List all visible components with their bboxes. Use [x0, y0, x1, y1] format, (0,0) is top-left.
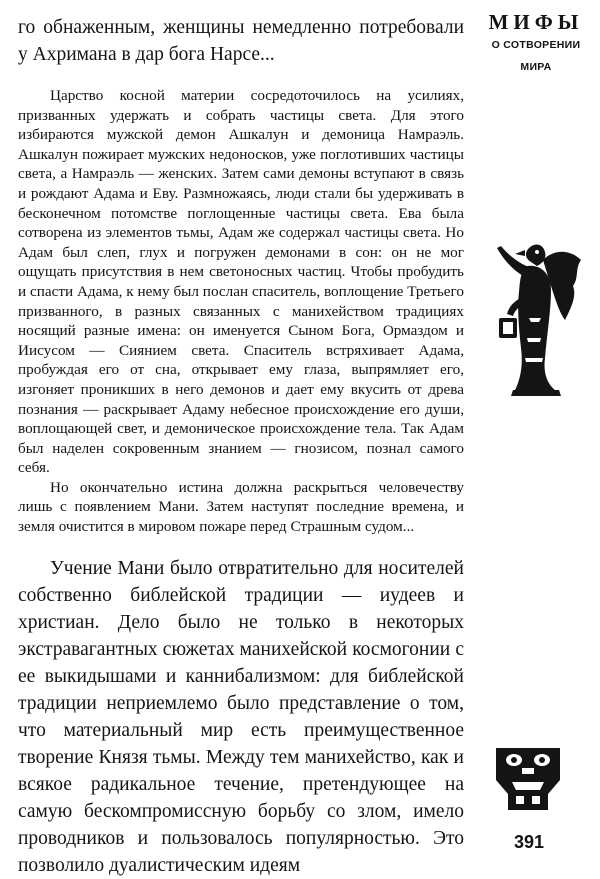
quote-block [18, 86, 464, 537]
page-number: 391 [514, 832, 545, 852]
main-column [18, 14, 464, 879]
winged-deity-icon [485, 238, 590, 403]
body-text [18, 555, 464, 879]
quote-paragraph-1: Царство косной материи сосредоточилось на усилиях, призванных удержать и собрать частицы света. Для этого избираются мужской демон Ашкалун и демоница Намраэль. Ашкалун пожирает мужских недоносков, уже поглотивших частицы света, а Намраэль — женских. Затем сами демоны вступают в связь и рождают Адама и Еву. Размножаясь, люди стали бы удерживать в бесконечном потомстве поглощенные частицы света. Ева была сотворена из элементов тьмы, Адам же содержал частицы света. Но Адам был слеп, глух и погружен демонами в сон: он не мог ощущать присутствия в нем светоносных частиц. Чтобы пробудить и спасти Адама, к нему был послан спаситель, воплощение Третьего призванного, в разных связанных с манихейством традициях носящий разные имена: он именуется Сыном Бога, Ормаздом и Иисусом — Сиянием света. Спаситель встряхивает Адама, пробуждая его от сна, открывает ему глаза, выпрямляет его, изгоняет проникших в него демонов и дает ему вкусить от древа познания — раскрывает Адаму небесное происхождение его души, воплощающей свет, и демоническое происхождение тела. Так Адам был наделен сокровенным знанием — гнозисом, познал самого себя. [18, 87, 464, 477]
running-head [478, 10, 594, 78]
quote-paragraph-2: Но окончательно истина должна раскрыться человечеству лишь с появлением Мани. Затем наступят последние времена, и земля очистится в мировом пожаре перед Страшным судом... [18, 478, 464, 536]
section-subtitle-2: МИРА [520, 61, 552, 73]
opening-text [18, 14, 464, 68]
section-subtitle-1: О СОТВОРЕНИИ [491, 39, 581, 51]
body-paragraph-1: Учение Мани было отвратительно для носителей собственно библейской традиции — иудеев и христиан. Дело было не только в некоторых экстравагантных сюжетах манихейской космогонии с ее выкидышами и каннибализмом: для библейской традиции неприемлемо было представление о том, что материальный мир есть преимущественное творение Князя тьмы. Между тем манихейство, как и всякое радикальное течение, претендующее на самую бескомпромиссную борьбу со злом, имело проводников и пользовалось популярностью. Это позволило дуалистическим идеям [18, 557, 464, 876]
opening-paragraph: го обнаженным, женщины немедленно потребовали у Ахримана в дар бога Нарсе... [18, 17, 464, 65]
section-title: МИФЫ [488, 10, 584, 34]
totem-mask-icon [488, 738, 568, 823]
